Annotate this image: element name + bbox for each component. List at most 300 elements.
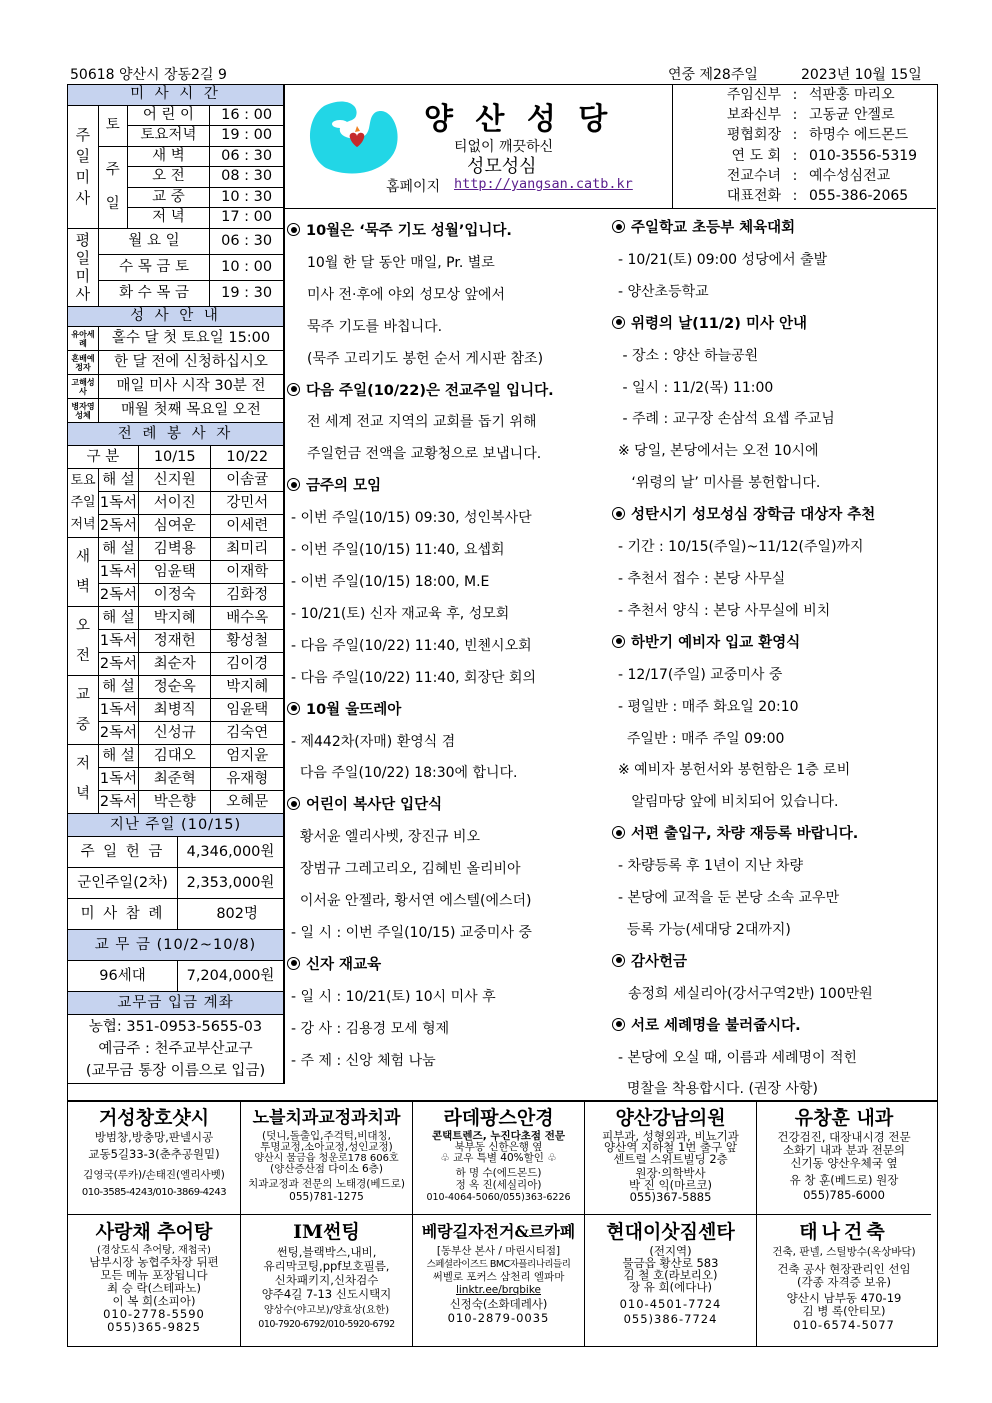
notice-line: - 주례 : 교구장 손삼석 요셉 주교님	[618, 411, 835, 428]
staff-directory	[672, 84, 937, 209]
ad-line: 모든 메뉴 포장됩니다	[100, 1268, 208, 1282]
staff-value: 석판홍 마리오	[809, 87, 895, 103]
ad-line: 정 옥 진(세실리아)	[455, 1179, 542, 1191]
ad-line: 양상수(야고보)/양효상(요한)	[263, 1305, 390, 1316]
ad-line: 양주4길 7-13 신도시택지	[261, 1287, 392, 1301]
column-header: 10/15	[138, 446, 211, 469]
ad-name: 라데팡스안경	[443, 1107, 554, 1129]
ad-name: 태나건축	[799, 1221, 889, 1243]
bullet-icon	[612, 220, 625, 233]
notices-right-column	[612, 213, 936, 1106]
ad-line: 최 승 락(스테파노)	[106, 1281, 202, 1295]
servers-table	[67, 422, 284, 814]
server-name: 배수옥	[211, 607, 284, 630]
notice-block	[287, 471, 607, 694]
server-name: 서이진	[138, 492, 211, 515]
ad-line: 물금읍 황산로 583	[622, 1256, 719, 1270]
notice-title: 어린이 복사단 입단식	[287, 790, 607, 822]
ad-line: 건축 공사 현장관리인 선임	[777, 1262, 911, 1276]
left-column	[67, 84, 285, 1084]
notice-line: 미사 전·후에 야외 성모상 앞에서	[307, 286, 506, 303]
dues-amount: 7,204,000원	[178, 961, 284, 992]
staff-value: 고동균 안젤로	[809, 107, 895, 124]
server-name: 신성규	[138, 722, 211, 745]
ad-card	[68, 1215, 241, 1346]
mass-name: 화 수 목 금	[98, 280, 209, 306]
ad-line: 피부과, 성형외과, 비뇨기과	[602, 1129, 739, 1143]
notice-title: 신자 재교육	[287, 950, 607, 982]
staff-sep: :	[792, 167, 798, 184]
staff-role: 연 도 회	[731, 147, 781, 164]
notice-line: 알림마당 앞에 비치되어 있습니다.	[618, 794, 839, 811]
notice-line: 이서윤 안젤라, 황서연 에스텔(에스더)	[291, 893, 532, 910]
server-name: 김벽용	[138, 538, 211, 561]
server-name: 황성철	[211, 630, 284, 653]
notice-line: 주일반 : 매주 주일 09:00	[618, 730, 785, 747]
bullet-icon	[287, 223, 300, 236]
ad-name: 거성창호샷시	[98, 1107, 210, 1129]
account-title: 교무금 입금 계좌	[68, 992, 284, 1015]
ad-line: 남부시장 농협주차장 뒤편	[89, 1255, 219, 1269]
ad-line: 양산시 남부동 470-19	[786, 1291, 902, 1305]
server-role: 2독서	[99, 653, 139, 676]
dues-households: 96세대	[68, 961, 178, 992]
ad-line: (각종 자격증 보유)	[796, 1275, 892, 1289]
column-header: 10/22	[211, 446, 284, 469]
ad-line: 010-4501-7724	[619, 1297, 722, 1311]
stat-value: 2,353,000원	[178, 868, 284, 899]
server-role: 2독서	[99, 515, 139, 538]
server-name: 김대오	[138, 745, 211, 768]
staff-role: 전교수녀	[726, 167, 781, 184]
ad-card	[757, 1215, 931, 1346]
sacrament-label: 병자영성체	[68, 399, 99, 423]
mass-time: 19 : 30	[210, 280, 284, 306]
notice-line: (묵주 고리기도 봉헌 순서 게시판 참조)	[307, 350, 544, 367]
ad-link[interactable]: linktr.ee/brqbike	[455, 1284, 542, 1296]
server-name: 이세련	[211, 515, 284, 538]
notice-line: - 본당에 오실 때, 이름과 세례명이 적힌	[618, 1049, 858, 1066]
last-sunday-title: 지난 주일 (10/15)	[68, 814, 284, 837]
ad-name: 사랑채 추어탕	[95, 1221, 213, 1243]
banner	[284, 84, 936, 209]
server-name: 최순자	[138, 653, 211, 676]
bullet-icon	[287, 383, 300, 396]
notice-line: 10월 한 달 동안 매일, Pr. 별로	[307, 254, 495, 271]
notice-line: - 강 사 : 김용경 모세 형제	[291, 1020, 450, 1037]
notice-block	[612, 213, 936, 309]
sacrament-value: 매월 첫째 목요일 오전	[99, 399, 284, 423]
ad-line: 김 병 록(안티모)	[802, 1304, 886, 1318]
ad-card	[241, 1101, 413, 1215]
notice-line: - 10/21(토) 09:00 성당에서 출발	[618, 251, 828, 268]
bullet-icon	[612, 635, 625, 648]
sponsor-ads	[67, 1100, 938, 1347]
church-name: 양 산 성 당	[424, 102, 614, 137]
staff-role: 평협회장	[726, 127, 781, 144]
staff-sep: :	[792, 127, 798, 144]
ad-line: 박 진 익(마르코)	[629, 1178, 712, 1192]
notice-line: - 10/21(토) 신자 재교육 후, 성모회	[291, 605, 510, 622]
notice-line: 명찰을 착용합시다. (권장 사항)	[618, 1081, 818, 1098]
stat-value: 802명	[178, 899, 284, 930]
server-name: 최미리	[211, 538, 284, 561]
staff-row	[673, 105, 937, 125]
mass-name: 어 린 이	[127, 105, 210, 126]
notice-block	[612, 500, 936, 628]
bulletin-date: 2023년 10월 15일	[801, 67, 922, 83]
ad-line: 하 명 수(에드몬드)	[455, 1167, 542, 1179]
server-role: 2독서	[99, 722, 139, 745]
staff-value: 055-386-2065	[809, 188, 909, 205]
mass-time: 16 : 00	[210, 105, 284, 126]
bullet-icon	[612, 954, 625, 967]
mass-time: 08 : 30	[210, 167, 284, 188]
notice-line: 황서윤 엘리사벳, 장진규 비오	[291, 829, 480, 846]
bullet-icon	[287, 702, 300, 715]
ad-line: (양산증산점 다이소 6층)	[270, 1163, 383, 1175]
sacrament-value: 한 달 전에 신청하십시오	[99, 351, 284, 375]
server-role: 1독서	[99, 630, 139, 653]
ad-line: 이 복 희(소피아)	[112, 1294, 196, 1308]
ad-line: 북부동 신한은행 옆	[454, 1141, 543, 1153]
server-role: 1독서	[99, 492, 139, 515]
group-label: 토요주일저녁	[68, 469, 99, 538]
mass-time: 06 : 30	[210, 228, 284, 254]
server-name: 최병직	[138, 699, 211, 722]
notice-line: - 본당에 교적을 둔 본당 소속 교우만	[618, 890, 840, 907]
notice-block	[612, 628, 936, 819]
ad-name: 현대이삿짐센타	[606, 1221, 735, 1243]
notice-title: 감사헌금	[612, 947, 936, 979]
server-name: 임윤택	[138, 561, 211, 584]
notice-line: - 기간 : 10/15(주일)~11/12(주일)까지	[618, 539, 864, 556]
notice-title: 서로 세례명을 불러줍시다.	[612, 1011, 936, 1043]
staff-value: 하명수 에드몬드	[809, 127, 909, 144]
ad-line: 센트럴 스위트빌딩 2층	[613, 1152, 728, 1166]
mass-time: 06 : 30	[210, 146, 284, 167]
staff-row	[673, 186, 937, 206]
ad-name: IM썬팅	[293, 1221, 360, 1243]
account-holder: 예금주 : 천주교부산교구	[98, 1041, 253, 1057]
notice-title: 주일학교 초등부 체육대회	[612, 213, 936, 245]
server-name: 임윤택	[211, 699, 284, 722]
mass-time: 19 : 00	[210, 126, 284, 147]
notice-block	[612, 947, 936, 1011]
ad-line: 투명교정,소아교정,성인교정)	[260, 1141, 393, 1153]
notice-line: ※ 당일, 본당에서는 오전 10시에	[618, 443, 819, 460]
server-role: 해 설	[99, 676, 139, 699]
staff-row	[673, 85, 937, 105]
ad-line: 콘택트렌즈, 누진다초점 전문	[431, 1130, 565, 1142]
ad-line: 신기동 양산우체국 옆	[790, 1156, 898, 1170]
notice-line: - 이번 주일(10/15) 09:30, 성인복사단	[291, 510, 532, 527]
ad-card	[241, 1215, 413, 1346]
server-name: 유재형	[211, 768, 284, 791]
server-name: 이재학	[211, 561, 284, 584]
notice-line: - 주 제 : 신앙 체험 나눔	[291, 1052, 436, 1069]
ad-line: 양산역 지하철 1번 출구 앞	[603, 1140, 738, 1154]
ad-line: 썬팅,블랙박스,내비,	[276, 1245, 377, 1259]
notice-line: - 평일반 : 매주 화요일 20:10	[618, 698, 799, 715]
notice-block	[612, 819, 936, 947]
sunday-label: 주 일	[98, 146, 127, 228]
ad-line: 010-7920-6792/010-5920-6792	[258, 1319, 395, 1330]
bullet-icon	[287, 478, 300, 491]
mass-time: 10 : 30	[210, 187, 284, 208]
sacrament-value: 홀수 달 첫 토요일 15:00	[99, 327, 284, 351]
notice-block	[287, 216, 607, 376]
notice-line: 송정희 세실리아(강서구역2반) 100만원	[628, 985, 873, 1002]
staff-value: 010-3556-5319	[809, 147, 918, 164]
ad-line: ♧ 교우 특별 40%할인 ♧	[440, 1152, 557, 1164]
mass-name: 토요저녁	[127, 126, 210, 147]
ad-line: 장 유 희(에다나)	[629, 1280, 712, 1294]
ad-line: 신차패키지,신차검수	[274, 1273, 379, 1287]
sacrament-label: 고해성사	[68, 375, 99, 399]
server-role: 해 설	[99, 745, 139, 768]
sacraments-table	[67, 306, 284, 424]
mass-time: 17 : 00	[210, 208, 284, 229]
ad-card	[413, 1101, 585, 1215]
ad-name: 베랑길자전거&르카페	[421, 1222, 576, 1241]
server-role: 1독서	[99, 768, 139, 791]
staff-role: 보좌신부	[726, 107, 781, 124]
server-role: 해 설	[99, 469, 139, 492]
last-sunday-table	[67, 813, 284, 1084]
ad-line: 건강검진, 대장내시경 전문	[777, 1130, 911, 1144]
server-role: 1독서	[99, 561, 139, 584]
ad-line: 010-2879-0035	[447, 1311, 550, 1325]
church-motto-line2: 성모성심	[467, 156, 537, 177]
notice-line: - 12/17(주일) 교중미사 중	[618, 666, 783, 683]
notice-block	[612, 1011, 936, 1107]
sunday-mass-label: 주 일 미 사	[68, 105, 99, 228]
server-name: 김이경	[211, 653, 284, 676]
ad-name: 유창훈 내과	[794, 1107, 894, 1129]
church-motto-line1: 티없이 깨끗하신	[454, 139, 554, 155]
staff-role: 대표전화	[726, 188, 781, 205]
server-name: 정순옥	[138, 676, 211, 699]
notice-title: 위령의 날(11/2) 미사 안내	[612, 309, 936, 341]
ad-card	[68, 1101, 241, 1215]
ad-line: 치과교정과 전문의 노태경(베드로)	[248, 1178, 405, 1190]
ad-line: 양산시 물금읍 청운로178 606호	[254, 1153, 399, 1164]
mass-name: 교 중	[127, 187, 210, 208]
server-name: 박은향	[138, 791, 211, 814]
notice-line: - 추천서 양식 : 본당 사무실에 비치	[618, 602, 831, 619]
column-header: 구 분	[68, 446, 139, 469]
church-logo-icon	[304, 98, 404, 180]
staff-sep: :	[792, 188, 798, 205]
mass-times-title: 미 사 시 간	[68, 85, 284, 106]
sacrament-label: 혼배예정자	[68, 351, 99, 375]
ad-line: 써벨로 포커스 삼천리 엘파마	[432, 1271, 565, 1283]
ad-line: 유 창 훈(베드로) 원장	[789, 1173, 899, 1187]
server-role: 2독서	[99, 791, 139, 814]
ad-line: 055)781-1275	[289, 1191, 364, 1203]
notice-line: - 양산초등학교	[618, 283, 709, 300]
sacrament-label: 유아세례	[68, 327, 99, 351]
stat-label: 주 일 헌 금	[68, 837, 178, 868]
ad-card	[585, 1101, 757, 1215]
servers-title: 전 례 봉 사 자	[68, 423, 284, 446]
notice-block	[287, 695, 607, 791]
server-name: 박지혜	[211, 676, 284, 699]
notice-line: - 일시 : 11/2(목) 11:00	[618, 379, 774, 396]
staff-value: 예수성심전교	[809, 167, 891, 184]
ad-line: 055)386-7724	[623, 1312, 718, 1326]
ad-line: 010-4064-5060/055)363-6226	[426, 1192, 571, 1203]
ad-line: (덧니,돌출입,주걱턱,비대칭,	[261, 1130, 392, 1142]
server-name: 정재헌	[138, 630, 211, 653]
staff-row	[673, 146, 937, 166]
saturday-label: 토	[98, 105, 127, 146]
server-name: 오혜문	[211, 791, 284, 814]
ad-line: 신정숙(소화데레사)	[449, 1297, 548, 1311]
notice-line: - 제442차(자매) 환영식 겸	[291, 733, 456, 750]
stat-label: 군인주일(2차)	[68, 868, 178, 899]
mass-name: 수 목 금 토	[98, 254, 209, 280]
notice-line: 등록 가능(세대당 2대까지)	[618, 921, 791, 938]
server-name: 이정숙	[138, 584, 211, 607]
staff-row	[673, 125, 937, 145]
ad-line: 010-2778-5590	[103, 1307, 205, 1321]
homepage-label: 홈페이지	[386, 179, 441, 195]
notice-line: 주일헌금 전액을 교황청으로 보냅니다.	[307, 446, 542, 463]
bullet-icon	[612, 826, 625, 839]
dues-title: 교 무 금 (10/2~10/8)	[68, 930, 284, 961]
ad-card	[413, 1215, 585, 1346]
notice-line: - 추천서 접수 : 본당 사무실	[618, 570, 786, 587]
notice-line: 묵주 기도를 바칩니다.	[307, 318, 443, 335]
server-name: 박지혜	[138, 607, 211, 630]
ad-line: 010-6574-5077	[793, 1318, 895, 1332]
server-role: 해 설	[99, 538, 139, 561]
notice-line: ‘위령의 날’ 미사를 봉헌합니다.	[618, 475, 821, 492]
staff-sep: :	[792, 87, 798, 103]
account-number: 농협: 351-0953-5655-03	[88, 1019, 263, 1035]
group-label: 저녁	[68, 745, 99, 814]
bullet-icon	[287, 957, 300, 970]
staff-row	[673, 166, 937, 186]
stat-label: 미 사 참 례	[68, 899, 178, 930]
ad-line: 김 철 호(라보리오)	[623, 1268, 718, 1282]
ad-name: 노블치과교정과치과	[252, 1108, 401, 1128]
notice-block	[287, 790, 607, 950]
ad-line: 건축, 판넬, 스틸방수(옥상바닥)	[772, 1246, 916, 1258]
notice-line: - 일 시 : 10/21(토) 10시 미사 후	[291, 988, 496, 1005]
notice-line: - 이번 주일(10/15) 11:40, 요셉회	[291, 542, 505, 559]
notice-block	[287, 376, 607, 472]
notice-line: 다음 주일(10/22) 18:30에 합니다.	[291, 765, 518, 782]
notice-line: ※ 예비자 봉헌서와 봉헌함은 1층 로비	[618, 762, 851, 779]
notice-title: 10월은 ‘묵주 기도 성월’입니다.	[287, 216, 607, 248]
notice-line: - 일 시 : 이번 주일(10/15) 교중미사 중	[291, 924, 532, 941]
notice-line: - 차량등록 후 1년이 지난 차량	[618, 858, 803, 875]
mass-times-table	[67, 84, 284, 307]
ad-line: 방범창,방충망,판넬시공	[94, 1130, 214, 1144]
server-role: 해 설	[99, 607, 139, 630]
bullet-icon	[612, 316, 625, 329]
notice-title: 성탄시기 성모성심 장학금 대상자 추천	[612, 500, 936, 532]
staff-role: 주임신부	[726, 87, 781, 103]
ad-line: 055)785-6000	[803, 1188, 885, 1202]
bullet-icon	[612, 1018, 625, 1031]
mass-name: 저 녁	[127, 208, 210, 229]
notice-title: 하반기 예비자 입교 환영식	[612, 628, 936, 660]
notice-title: 서편 출입구, 차량 재등록 바랍니다.	[612, 819, 936, 851]
ad-line: 010-3585-4243/010-3869-4243	[81, 1187, 227, 1198]
notice-block	[612, 309, 936, 500]
stat-value: 4,346,000원	[178, 837, 284, 868]
ad-line: 김영국(루카)/손태진(엘리사벳)	[83, 1169, 225, 1181]
server-name: 신지원	[138, 469, 211, 492]
bullet-icon	[612, 507, 625, 520]
ad-line: (전지역)	[649, 1244, 692, 1258]
homepage-link[interactable]: http://yangsan.catb.kr	[454, 176, 633, 192]
notice-title: 10월 울뜨레아	[287, 695, 607, 727]
ad-line: 스페셜라이즈드 BMC자플리나리들리	[426, 1259, 571, 1270]
ad-line: 원장·의학박사	[635, 1166, 706, 1180]
server-role: 1독서	[99, 699, 139, 722]
server-name: 이솜귤	[211, 469, 284, 492]
server-name: 강민서	[211, 492, 284, 515]
notice-line: - 장소 : 양산 하늘공원	[618, 347, 759, 364]
ad-line: 유리막코팅,ppf보호필름,	[263, 1259, 390, 1273]
account-info	[68, 1015, 284, 1084]
mass-name: 오 전	[127, 167, 210, 188]
staff-sep: :	[792, 147, 798, 164]
server-name: 김화정	[211, 584, 284, 607]
notice-line: - 이번 주일(10/15) 18:00, M.E	[291, 573, 490, 590]
notice-line: - 다음 주일(10/22) 11:40, 빈첸시오회	[291, 637, 532, 654]
ad-name: 양산강남의원	[615, 1107, 726, 1129]
ad-line: 교동5길33-3(춘추공원밑)	[88, 1147, 220, 1161]
notice-line: - 다음 주일(10/22) 11:40, 회장단 회의	[291, 669, 537, 686]
parish-address: 50618 양산시 장동2길 9	[70, 67, 227, 83]
ad-line: (경상도식 추어탕, 재첩국)	[97, 1245, 211, 1256]
notice-block	[287, 950, 607, 1078]
sacrament-value: 매일 미사 시작 30분 전	[99, 375, 284, 399]
group-label: 새벽	[68, 538, 99, 607]
liturgical-week: 연중 제28주일	[668, 67, 758, 83]
mass-name: 월 요 일	[98, 228, 209, 254]
server-name: 김숙연	[211, 722, 284, 745]
server-role: 2독서	[99, 584, 139, 607]
mass-name: 새 벽	[127, 146, 210, 167]
ad-line: [동부산 본사 / 마린시티점]	[436, 1245, 561, 1257]
ad-card	[585, 1215, 757, 1346]
server-name: 최준혁	[138, 768, 211, 791]
bullet-icon	[287, 797, 300, 810]
notice-title: 금주의 모임	[287, 471, 607, 503]
server-name: 심여운	[138, 515, 211, 538]
ad-card	[757, 1101, 931, 1215]
staff-sep: :	[792, 107, 798, 124]
group-label: 오전	[68, 607, 99, 676]
ad-line: 소화기 내과 분과 전문의	[782, 1143, 906, 1157]
mass-time: 10 : 00	[210, 254, 284, 280]
account-note: (교무금 통장 이름으로 입금)	[85, 1063, 266, 1079]
weekday-mass-label: 평 일 미 사	[68, 228, 99, 306]
ad-line: 055)367-5885	[629, 1190, 712, 1204]
notices-middle-column	[287, 216, 607, 1077]
sacraments-title: 성 사 안 내	[68, 306, 284, 327]
group-label: 교중	[68, 676, 99, 745]
server-name: 엄지윤	[211, 745, 284, 768]
notice-title: 다음 주일(10/22)은 전교주일 입니다.	[287, 376, 607, 408]
